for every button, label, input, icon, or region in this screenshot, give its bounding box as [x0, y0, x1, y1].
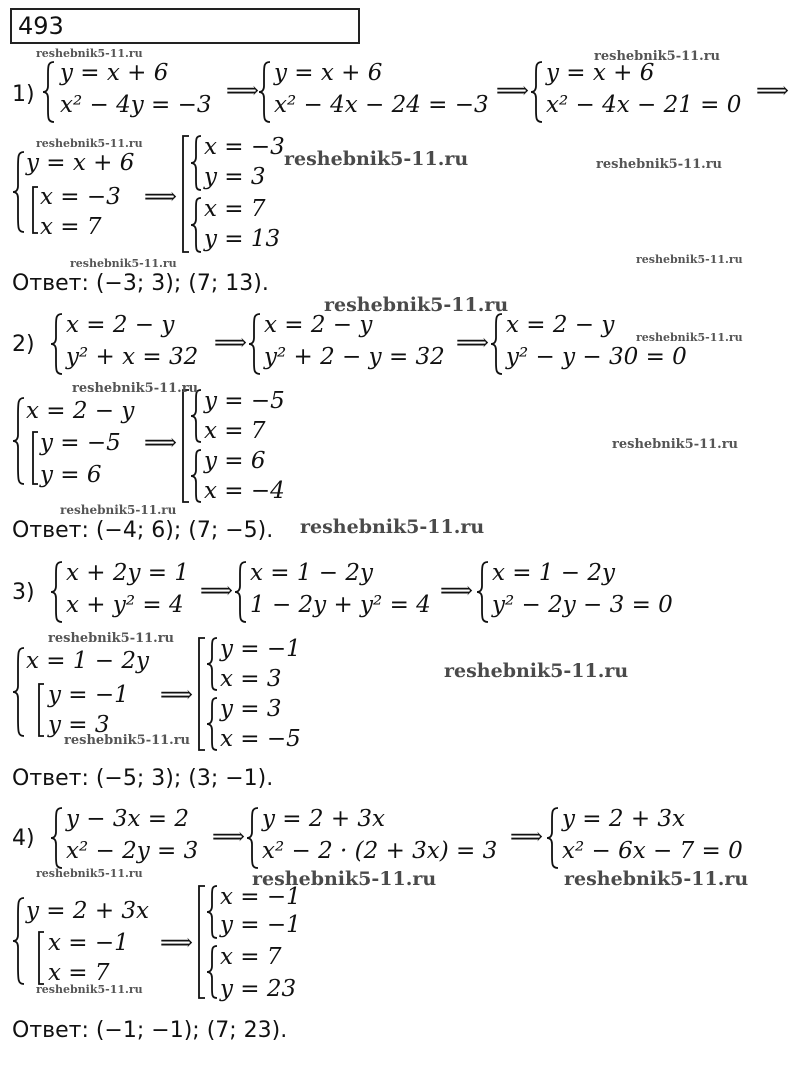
equation: x = 7 — [204, 418, 266, 444]
equation: x = −3 — [40, 184, 121, 210]
task-number: 493 — [18, 12, 64, 40]
equation: x = 2 − y — [26, 398, 135, 424]
union-bracket — [30, 430, 40, 486]
equation: y = −5 — [204, 388, 285, 414]
watermark: reshebnik5-11.ru — [72, 381, 199, 396]
equation: x = −1 — [220, 884, 301, 910]
equation: y = 2 + 3x — [26, 898, 150, 924]
watermark: reshebnik5-11.ru — [444, 660, 629, 682]
equation: y = x + 6 — [60, 60, 169, 86]
part-label: 2) — [12, 332, 35, 357]
watermark: reshebnik5-11.ru — [36, 983, 143, 996]
equation: y² + x = 32 — [66, 344, 199, 370]
equation: x + 2y = 1 — [66, 560, 190, 586]
equation: x = 7 — [204, 196, 266, 222]
watermark: reshebnik5-11.ru — [36, 137, 143, 150]
system-brace — [246, 806, 262, 870]
system-brace — [546, 806, 562, 870]
implies-arrow: ⟹ — [212, 824, 245, 850]
equation: x² − 4x − 24 = −3 — [274, 92, 489, 118]
equation: x = −3 — [204, 134, 285, 160]
equation: y = x + 6 — [26, 150, 135, 176]
implies-arrow: ⟹ — [510, 824, 543, 850]
answer: Ответ: (−1; −1); (7; 23). — [12, 1018, 288, 1043]
system-brace — [530, 60, 546, 124]
system-brace — [50, 806, 66, 870]
equation: x = 7 — [220, 944, 282, 970]
equation: x = 2 − y — [66, 312, 175, 338]
system-brace — [258, 60, 274, 124]
equation: y − 3x = 2 — [66, 806, 190, 832]
answer: Ответ: (−5; 3); (3; −1). — [12, 766, 274, 791]
equation: y = 6 — [40, 462, 102, 488]
answer: Ответ: (−4; 6); (7; −5). — [12, 518, 274, 543]
equation: y = −1 — [220, 912, 301, 938]
equation: x² − 4y = −3 — [60, 92, 212, 118]
watermark: reshebnik5-11.ru — [252, 868, 437, 890]
system-brace — [206, 636, 220, 692]
watermark: reshebnik5-11.ru — [60, 503, 177, 517]
implies-arrow: ⟹ — [440, 578, 473, 604]
watermark: reshebnik5-11.ru — [64, 733, 191, 748]
watermark: reshebnik5-11.ru — [636, 331, 743, 344]
implies-arrow: ⟹ — [160, 930, 193, 956]
system-brace — [248, 312, 264, 376]
implies-arrow: ⟹ — [496, 78, 529, 104]
implies-arrow: ⟹ — [200, 578, 233, 604]
watermark: reshebnik5-11.ru — [324, 294, 509, 316]
watermark: reshebnik5-11.ru — [70, 257, 177, 270]
system-brace — [50, 560, 66, 624]
equation: y = 2 + 3x — [262, 806, 386, 832]
equation: y² − y − 30 = 0 — [506, 344, 687, 370]
system-brace — [190, 134, 204, 192]
watermark: reshebnik5-11.ru — [596, 157, 723, 172]
equation: x + y² = 4 — [66, 592, 184, 618]
implies-arrow: ⟹ — [756, 78, 789, 104]
equation: y = 3 — [204, 164, 266, 190]
equation: x = 3 — [220, 666, 282, 692]
union-bracket — [36, 930, 46, 986]
watermark: reshebnik5-11.ru — [300, 516, 485, 538]
equation: y = x + 6 — [546, 60, 655, 86]
system-brace — [206, 884, 220, 940]
equation: x² − 6x − 7 = 0 — [562, 838, 743, 864]
system-brace — [206, 944, 220, 1000]
answer: Ответ: (−3; 3); (7; 13). — [12, 271, 269, 296]
equation: y² − 2y − 3 = 0 — [492, 592, 673, 618]
equation: x² − 2y = 3 — [66, 838, 199, 864]
part-label: 4) — [12, 826, 35, 851]
system-brace — [190, 448, 204, 504]
equation: x² − 2 · (2 + 3x) = 3 — [262, 838, 498, 864]
equation: x = 1 − 2y — [492, 560, 616, 586]
implies-arrow: ⟹ — [226, 78, 259, 104]
equation: y = x + 6 — [274, 60, 383, 86]
union-bracket — [30, 185, 40, 235]
watermark: reshebnik5-11.ru — [594, 49, 721, 64]
equation: x = −5 — [220, 726, 301, 752]
implies-arrow: ⟹ — [144, 184, 177, 210]
task-number-box — [10, 8, 360, 44]
implies-arrow: ⟹ — [214, 330, 247, 356]
system-brace — [190, 388, 204, 444]
equation: x = 1 − 2y — [26, 648, 150, 674]
watermark: reshebnik5-11.ru — [48, 631, 175, 646]
watermark: reshebnik5-11.ru — [612, 437, 739, 452]
system-brace — [206, 696, 220, 752]
system-brace — [490, 312, 506, 376]
implies-arrow: ⟹ — [160, 682, 193, 708]
equation: x = 2 − y — [264, 312, 373, 338]
equation: 1 − 2y + y² = 4 — [250, 592, 431, 618]
equation: x² − 4x − 21 = 0 — [546, 92, 742, 118]
watermark: reshebnik5-11.ru — [564, 868, 749, 890]
system-brace — [42, 60, 58, 124]
equation: y = 13 — [204, 226, 281, 252]
equation: y = −1 — [48, 682, 129, 708]
watermark: reshebnik5-11.ru — [636, 253, 743, 266]
equation: x = 2 − y — [506, 312, 615, 338]
implies-arrow: ⟹ — [144, 430, 177, 456]
system-brace — [190, 196, 204, 254]
equation: y = −1 — [220, 636, 301, 662]
equation: x = 7 — [40, 214, 102, 240]
equation: x = 1 − 2y — [250, 560, 374, 586]
watermark: reshebnik5-11.ru — [36, 867, 143, 880]
equation: y = −5 — [40, 430, 121, 456]
equation: y = 2 + 3x — [562, 806, 686, 832]
system-brace — [50, 312, 66, 376]
watermark: reshebnik5-11.ru — [36, 47, 143, 60]
equation: y = 23 — [220, 976, 297, 1002]
equation: x = −1 — [48, 930, 129, 956]
watermark: reshebnik5-11.ru — [284, 148, 469, 170]
union-bracket — [36, 682, 46, 738]
equation: y = 3 — [220, 696, 282, 722]
part-label: 3) — [12, 580, 35, 605]
system-brace — [234, 560, 250, 624]
system-brace — [476, 560, 492, 624]
equation: y = 3 — [48, 712, 110, 738]
equation: y = 6 — [204, 448, 266, 474]
equation: y² + 2 − y = 32 — [264, 344, 445, 370]
equation: x = 7 — [48, 960, 110, 986]
equation: x = −4 — [204, 478, 285, 504]
part-label: 1) — [12, 82, 35, 107]
implies-arrow: ⟹ — [456, 330, 489, 356]
